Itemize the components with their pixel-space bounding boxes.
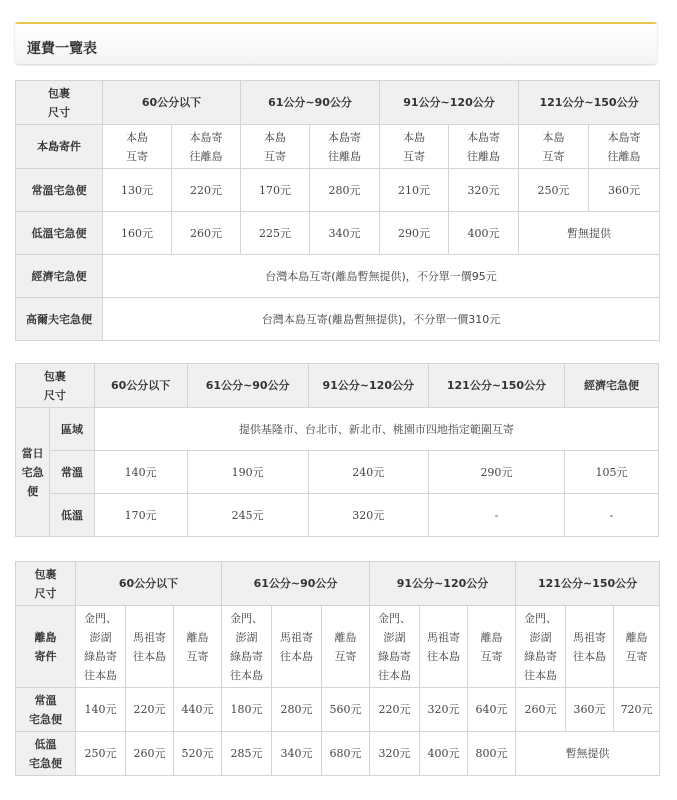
size-header-120: 91公分~120公分 (370, 562, 516, 606)
sub-header-matsu: 馬祖寄 往本島 (272, 606, 322, 688)
size-header-60: 60公分以下 (76, 562, 222, 606)
price-cell: 280元 (272, 688, 322, 732)
price-cell: 400元 (420, 732, 468, 776)
price-cell: 140元 (76, 688, 126, 732)
price-cell: 360元 (566, 688, 614, 732)
price-cell: 320元 (370, 732, 420, 776)
price-cell: 520元 (174, 732, 222, 776)
price-cell: 320元 (449, 169, 519, 212)
price-cell: 140元 (94, 451, 187, 494)
price-cell: 250元 (519, 169, 589, 212)
sub-header-island: 本島 互寄 (380, 125, 449, 169)
sub-header-outer: 本島寄 往離島 (449, 125, 519, 169)
size-corner-header: 包裹 尺寸 (16, 81, 103, 125)
price-cell: 360元 (589, 169, 660, 212)
price-cell: 160元 (103, 212, 172, 255)
golf-note: 台灣本島互寄(離島暫無提供)，不分單一價310元 (103, 298, 660, 341)
price-cell: 170元 (94, 494, 187, 537)
sub-header-outer: 本島寄 往離島 (310, 125, 380, 169)
price-cell: 290元 (380, 212, 449, 255)
size-header-120: 91公分~120公分 (380, 81, 519, 125)
row-label-golf: 高爾夫宅急便 (16, 298, 103, 341)
sub-header-kinmen: 金門、 澎湖 綠島寄 往本島 (516, 606, 566, 688)
sub-header-outer: 本島寄 往離島 (172, 125, 241, 169)
sub-header-island: 本島 互寄 (241, 125, 310, 169)
price-cell: 800元 (468, 732, 516, 776)
price-cell: 225元 (241, 212, 310, 255)
price-cell: 220元 (126, 688, 174, 732)
size-header-60: 60公分以下 (103, 81, 241, 125)
price-cell: 105元 (565, 451, 659, 494)
price-cell: 180元 (222, 688, 272, 732)
sub-header-kinmen: 金門、 澎湖 綠島寄 往本島 (76, 606, 126, 688)
price-cell: 250元 (76, 732, 126, 776)
row-label-cold: 低溫宅急便 (16, 212, 103, 255)
page-title: 運費一覽表 (27, 41, 97, 57)
price-cell: 285元 (222, 732, 272, 776)
price-cell: 340元 (310, 212, 380, 255)
price-cell: 245元 (187, 494, 308, 537)
price-cell: 260元 (516, 688, 566, 732)
price-cell: 320元 (308, 494, 428, 537)
price-cell: 560元 (322, 688, 370, 732)
price-cell: 220元 (370, 688, 420, 732)
sub-header-island: 本島 互寄 (103, 125, 172, 169)
sub-header-outer: 本島寄 往離島 (589, 125, 660, 169)
sub-header-island: 本島 互寄 (519, 125, 589, 169)
sub-header-inter: 離島 互寄 (614, 606, 660, 688)
price-cell: 130元 (103, 169, 172, 212)
size-header-90: 61公分~90公分 (187, 364, 308, 408)
size-header-150: 121公分~150公分 (516, 562, 660, 606)
mainland-send-label: 本島寄件 (16, 125, 103, 169)
price-cell: 340元 (272, 732, 322, 776)
price-cell: 220元 (172, 169, 241, 212)
economy-header: 經濟宅急便 (565, 364, 659, 408)
size-header-90: 61公分~90公分 (222, 562, 370, 606)
price-cell: 320元 (420, 688, 468, 732)
row-label-cold: 低溫 (50, 494, 94, 537)
price-cell: 290元 (428, 451, 564, 494)
price-cell: 720元 (614, 688, 660, 732)
sub-header-inter: 離島 互寄 (468, 606, 516, 688)
price-cell: 210元 (380, 169, 449, 212)
size-header-120: 91公分~120公分 (308, 364, 428, 408)
sub-header-matsu: 馬祖寄 往本島 (126, 606, 174, 688)
size-header-90: 61公分~90公分 (241, 81, 380, 125)
price-cell: 640元 (468, 688, 516, 732)
region-note: 提供基隆市、台北市、新北市、桃園市四地指定範圍互寄 (94, 408, 658, 451)
page-header-panel (15, 22, 657, 64)
mainland-shipping-table (15, 80, 660, 341)
sub-header-inter: 離島 互寄 (322, 606, 370, 688)
price-cell: 240元 (308, 451, 428, 494)
unavailable-cell: 暫無提供 (516, 732, 660, 776)
sub-header-matsu: 馬祖寄 往本島 (420, 606, 468, 688)
size-corner-header: 包裹 尺寸 (16, 364, 95, 408)
sub-header-kinmen: 金門、 澎湖 綠島寄 往本島 (222, 606, 272, 688)
economy-note: 台灣本島互寄(離島暫無提供)，不分單一價95元 (103, 255, 660, 298)
row-label-cold: 低溫 宅急便 (16, 732, 76, 776)
same-day-label: 當日 宅急 便 (16, 408, 50, 537)
unavailable-cell: 暫無提供 (519, 212, 660, 255)
region-label: 區域 (50, 408, 94, 451)
price-cell: - (428, 494, 564, 537)
size-header-150: 121公分~150公分 (428, 364, 564, 408)
row-label-normal: 常溫 宅急便 (16, 688, 76, 732)
row-label-normal: 常溫 (50, 451, 94, 494)
price-cell: 170元 (241, 169, 310, 212)
price-cell: 260元 (126, 732, 174, 776)
outer-island-table (15, 561, 660, 776)
price-cell: 400元 (449, 212, 519, 255)
sub-header-kinmen: 金門、 澎湖 綠島寄 往本島 (370, 606, 420, 688)
row-label-economy: 經濟宅急便 (16, 255, 103, 298)
row-label-normal: 常溫宅急便 (16, 169, 103, 212)
price-cell: 190元 (187, 451, 308, 494)
sub-header-inter: 離島 互寄 (174, 606, 222, 688)
same-day-table (15, 363, 659, 537)
price-cell: - (565, 494, 659, 537)
price-cell: 680元 (322, 732, 370, 776)
price-cell: 440元 (174, 688, 222, 732)
size-header-60: 60公分以下 (94, 364, 187, 408)
size-corner-header: 包裹 尺寸 (16, 562, 76, 606)
size-header-150: 121公分~150公分 (519, 81, 660, 125)
price-cell: 260元 (172, 212, 241, 255)
price-cell: 280元 (310, 169, 380, 212)
sub-header-matsu: 馬祖寄 往本島 (566, 606, 614, 688)
outer-send-label: 離島 寄件 (16, 606, 76, 688)
